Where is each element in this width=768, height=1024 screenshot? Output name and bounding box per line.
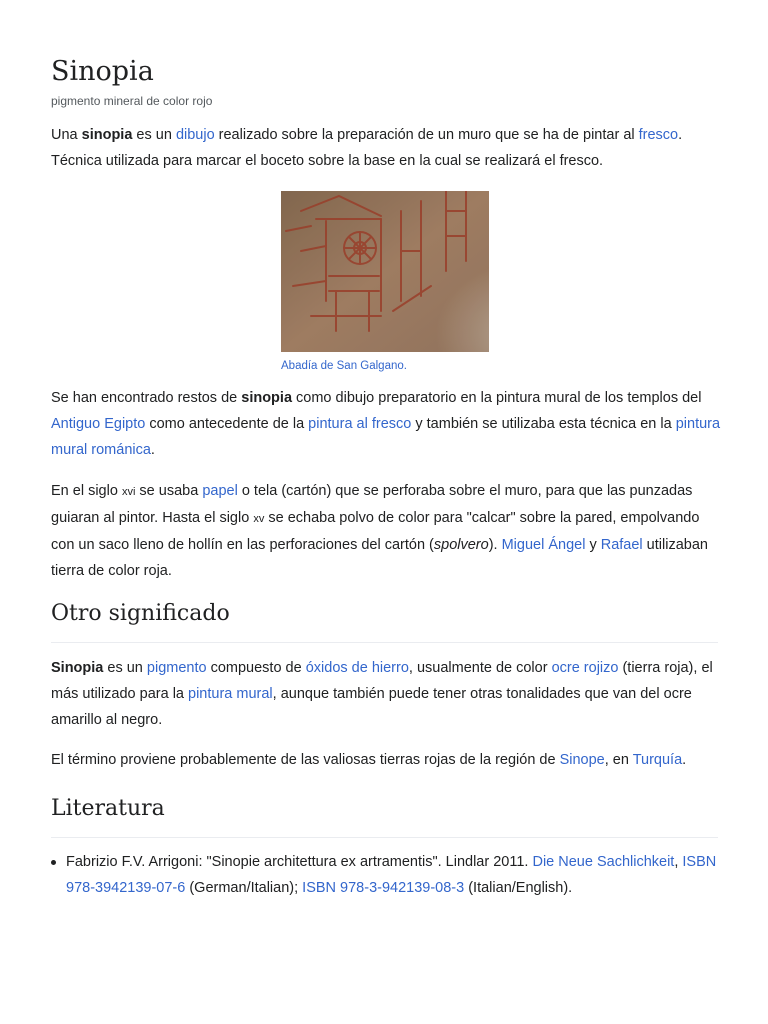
link-pintura-al-fresco[interactable]: pintura al fresco (308, 416, 412, 432)
text-span: En el siglo (51, 483, 122, 499)
link-isbn-german-italian[interactable]: ISBN 978-3942139-07-6 (66, 854, 717, 896)
figure-image[interactable] (281, 191, 489, 352)
bold-term: Sinopia (51, 660, 104, 676)
text-span: es un (103, 660, 147, 676)
text-span: y también se utilizaba esta técnica en la (411, 416, 676, 432)
link-sinope[interactable]: Sinope (559, 752, 605, 768)
text-span: , aunque también puede tener otras tonalidades que van del ocre amarillo al negro. (51, 686, 692, 728)
text-span: (tierra roja), el más utilizado para la (51, 660, 713, 702)
figure-caption[interactable]: Abadía de San Galgano. (281, 360, 407, 372)
link-die-neue-sachlichkeit[interactable]: Die Neue Sachlichkeit (532, 854, 675, 870)
text-span: El término proviene probablemente de las valiosas tierras rojas de la región de (51, 752, 560, 768)
text-span: y (585, 537, 601, 553)
text-span: . (682, 752, 687, 768)
link-oxidos-de-hierro[interactable]: óxidos de hierro (305, 660, 409, 676)
text-span: utilizaban tierra de color roja. (51, 537, 708, 579)
text-span: compuesto de (206, 660, 306, 676)
text-span: se usaba (135, 483, 203, 499)
link-fresco[interactable]: fresco (638, 127, 679, 143)
text-span: o tela (cartón) que se perforaba sobre el muro, para que las punzadas guiaran al pintor. Hasta el siglo (51, 483, 693, 526)
text-span: . (150, 442, 155, 458)
link-pintura-mural-romanica[interactable]: pintura mural románica (51, 416, 721, 458)
link-rafael[interactable]: Rafael (600, 537, 643, 553)
bold-term: sinopia (81, 127, 133, 143)
text-span: , usualmente de color (408, 660, 552, 676)
history-paragraph (51, 385, 721, 463)
text-span: (German/Italian); (185, 880, 303, 896)
text-span: como dibujo preparatorio en la pintura mural de los templos del (292, 390, 702, 406)
text-span: Fabrizio F.V. Arrigoni: "Sinopie architettura ex artramentis". Lindlar 2011. (66, 854, 533, 870)
link-pintura-mural[interactable]: pintura mural (188, 686, 273, 702)
text-span: se echaba polvo de color para "calcar" sobre la pared, empolvando con un saco lleno de hollín en las perforaciones del cartón ( (51, 510, 700, 553)
list-item (51, 849, 721, 901)
text-span: es un (132, 127, 176, 143)
etymology-paragraph (51, 747, 721, 773)
text-span: como antecedente de la (145, 416, 309, 432)
technique-paragraph (51, 478, 721, 584)
link-isbn-italian-english[interactable]: ISBN 978-3-942139-08-3 (302, 880, 465, 896)
link-pigmento[interactable]: pigmento (146, 660, 207, 676)
section-heading-otro-significado: Otro significado (51, 601, 230, 626)
section-divider (51, 642, 718, 643)
page-title: Sinopia (51, 56, 154, 87)
link-dibujo[interactable]: dibujo (175, 127, 215, 143)
text-span: realizado sobre la preparación de un muro que se ha de pintar al (214, 127, 639, 143)
century-numeral: xv (253, 513, 265, 525)
bold-term: sinopia (241, 390, 293, 406)
link-turquia[interactable]: Turquía (632, 752, 683, 768)
text-span: Se han encontrado restos de (51, 390, 242, 406)
section-divider (51, 837, 718, 838)
link-papel[interactable]: papel (202, 483, 238, 499)
section-heading-literatura: Literatura (51, 796, 165, 821)
fresco-sketch-image[interactable] (281, 191, 489, 352)
literature-list (51, 849, 721, 901)
bullet-icon (51, 860, 56, 865)
page-subtitle: pigmento mineral de color rojo (51, 94, 213, 108)
link-miguel-angel[interactable]: Miguel Ángel (501, 537, 586, 553)
link-ocre-rojizo[interactable]: ocre rojizo (551, 660, 619, 676)
text-span: ). (488, 537, 502, 553)
italic-term: spolvero (433, 537, 489, 553)
century-numeral: xvi (121, 486, 136, 498)
link-antiguo-egipto[interactable]: Antiguo Egipto (51, 416, 146, 432)
text-span: (Italian/English). (464, 880, 573, 896)
text-span: , en (604, 752, 633, 768)
intro-paragraph (51, 122, 721, 174)
text-span: . Técnica utilizada para marcar el boceto sobre la base en la cual se realizará el fresco. (51, 127, 683, 169)
pigment-paragraph (51, 655, 721, 733)
text-span: Una (51, 127, 82, 143)
text-span: , (674, 854, 683, 870)
